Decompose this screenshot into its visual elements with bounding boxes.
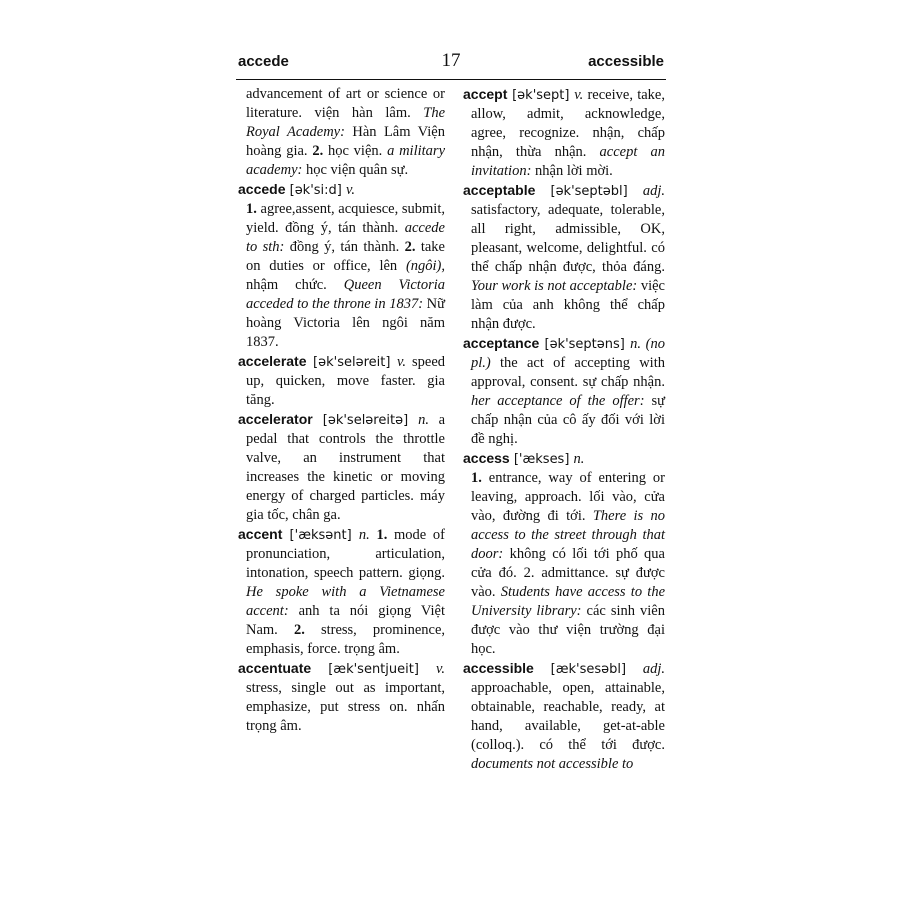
entry-acceptable [463,181,665,334]
part-of-speech: n. [630,336,641,352]
headword: accentuate [238,660,312,676]
definition: học viện. [323,143,388,159]
pronunciation: [ək'sept] [507,88,575,103]
headword: accede [238,181,286,197]
example: accede to sth: [246,220,445,255]
example-translation: anh ta nói giọng Việt Nam. [246,603,445,638]
page-number: 17 [441,50,461,71]
example: Students have access to the University library: [471,584,665,619]
entry-accelerator [238,410,445,525]
definition: nhậm chức. [246,277,344,293]
sense-number: 1. [246,201,257,217]
right-column [463,85,665,774]
part-of-speech: n. [573,451,585,467]
sense-number: 1. [471,470,482,486]
example: He spoke with a Vietnamese accent: [246,584,445,619]
entry-accede [238,180,445,352]
pronunciation: [ək'septəbl] [535,184,643,199]
definition-italic: (ngôi), [405,258,445,274]
sense-number: 2. [312,143,324,159]
part-of-speech: v. [574,87,584,103]
header-rule [236,79,666,80]
left-guide-word: accede [238,53,289,70]
definition: speed up, quicken, move faster. gia tăng. [246,354,446,408]
translation: viện hàn lâm. [301,105,424,121]
entry-accentuate [238,659,445,736]
pronunciation: ['ækses] [509,452,574,467]
example: Queen Victoria acceded to the throne in 1837: [246,277,445,312]
example-translation: các sinh viên được vào thư viện trường đại học. [471,603,665,657]
example-translation: học viện quân sự. [302,162,409,178]
definition: a pedal that controls the throttle valve, an instrument that increases the kinetic or moving energy of charged particles. máy gia tốc, chân ga. [246,412,446,523]
entry-acceptance [463,334,665,449]
pronunciation: [ək'si:d] [285,183,347,198]
part-of-speech: adj. [642,183,665,199]
definition: agree,assent, acquiesce, submit, yield. đồng ý, tán thành. [246,201,445,236]
definition: satisfactory, adequate, tolerable, all right, admissible, OK, pleasant, welcome, delightful. có thể chấp nhận được, thỏa đáng. [471,202,665,275]
entry-accent [238,525,445,659]
sense-number: 1. [369,527,388,543]
example-translation: đồng ý, tán thành. [284,239,405,255]
definition: approachable, open, attainable, obtainable, reachable, ready, at hand, available, get-at-able (colloq.). có thể tới được. [471,680,665,753]
definition: mode of pronunciation, articulation, intonation, speech pattern. giọng. [246,527,446,581]
example-translation: sự chấp nhận của cô ấy đối với lời đề nghị. [471,393,665,447]
pronunciation: [ək'septəns] [539,337,631,352]
example-translation: việc làm của anh không thể chấp nhận được. [471,278,665,332]
entry-accessible [463,659,665,774]
pronunciation: [ək'seləreit] [306,355,397,370]
pronunciation: ['æksənt] [282,528,359,543]
pronunciation: [æk'sentjueit] [311,662,436,677]
part-of-speech: n. [418,412,430,428]
sense-number: 2. [293,622,305,638]
sense-number: 2. [404,239,416,255]
definition: the act of accepting with approval, consent. sự chấp nhận. [471,355,665,390]
example-translation: nhận lời mời. [531,163,613,179]
headword: accent [238,526,283,542]
part-of-speech: adj. [642,661,665,677]
definition: receive, take, allow, admit, acknowledge, agree, recognize. nhận, chấp nhận, thừa nhận. [471,87,665,160]
definition: stress, single out as important, emphasize, put stress on. nhấn trọng âm. [246,680,445,734]
example-translation: Nữ hoàng Victoria lên ngôi năm 1837. [246,296,446,350]
definition: entrance, way of entering or leaving, approach. lối vào, cửa vào, đường đi tới. [471,470,665,524]
headword: accessible [463,660,534,676]
example-translation: Hàn Lâm Viện hoàng gia. [246,124,445,159]
headword: acceptable [463,182,536,198]
example: accept an invitation: [471,144,665,179]
definition: advancement of art or science or literature. [246,86,445,121]
pronunciation: [æk'sesəbl] [533,662,643,677]
right-guide-word: accessible [588,53,664,70]
example: documents not accessible to [471,756,634,772]
entry-access [463,449,665,659]
example: The Royal Academy: [246,105,445,140]
entry-accelerate [238,352,445,410]
usage-note: (no pl.) [471,336,665,371]
part-of-speech: v. [436,661,445,677]
headword: accelerator [238,411,313,427]
example: There is no access to the street through that door: [471,508,665,562]
pronunciation: [ək'seləreitə] [312,413,419,428]
definition: take on duties or office, lên [246,239,445,274]
headword: accelerate [238,353,307,369]
headword: acceptance [463,335,540,351]
part-of-speech: n. [358,527,370,543]
headword: accept [463,86,508,102]
part-of-speech: v. [396,354,406,370]
example: Your work is not acceptable: [471,278,638,294]
entry-academy-continued [238,85,445,180]
left-column [238,85,445,736]
example-translation: không có lối tới phố qua cửa đó. 2. admittance. sự được vào. [471,546,665,600]
part-of-speech: v. [346,182,356,198]
running-head [238,50,664,76]
definition: stress, prominence, emphasis, force. trọng âm. [246,622,446,657]
example: a military academy: [246,143,446,178]
entry-accept [463,85,665,181]
example: her acceptance of the offer: [471,393,645,409]
headword: access [463,450,510,466]
